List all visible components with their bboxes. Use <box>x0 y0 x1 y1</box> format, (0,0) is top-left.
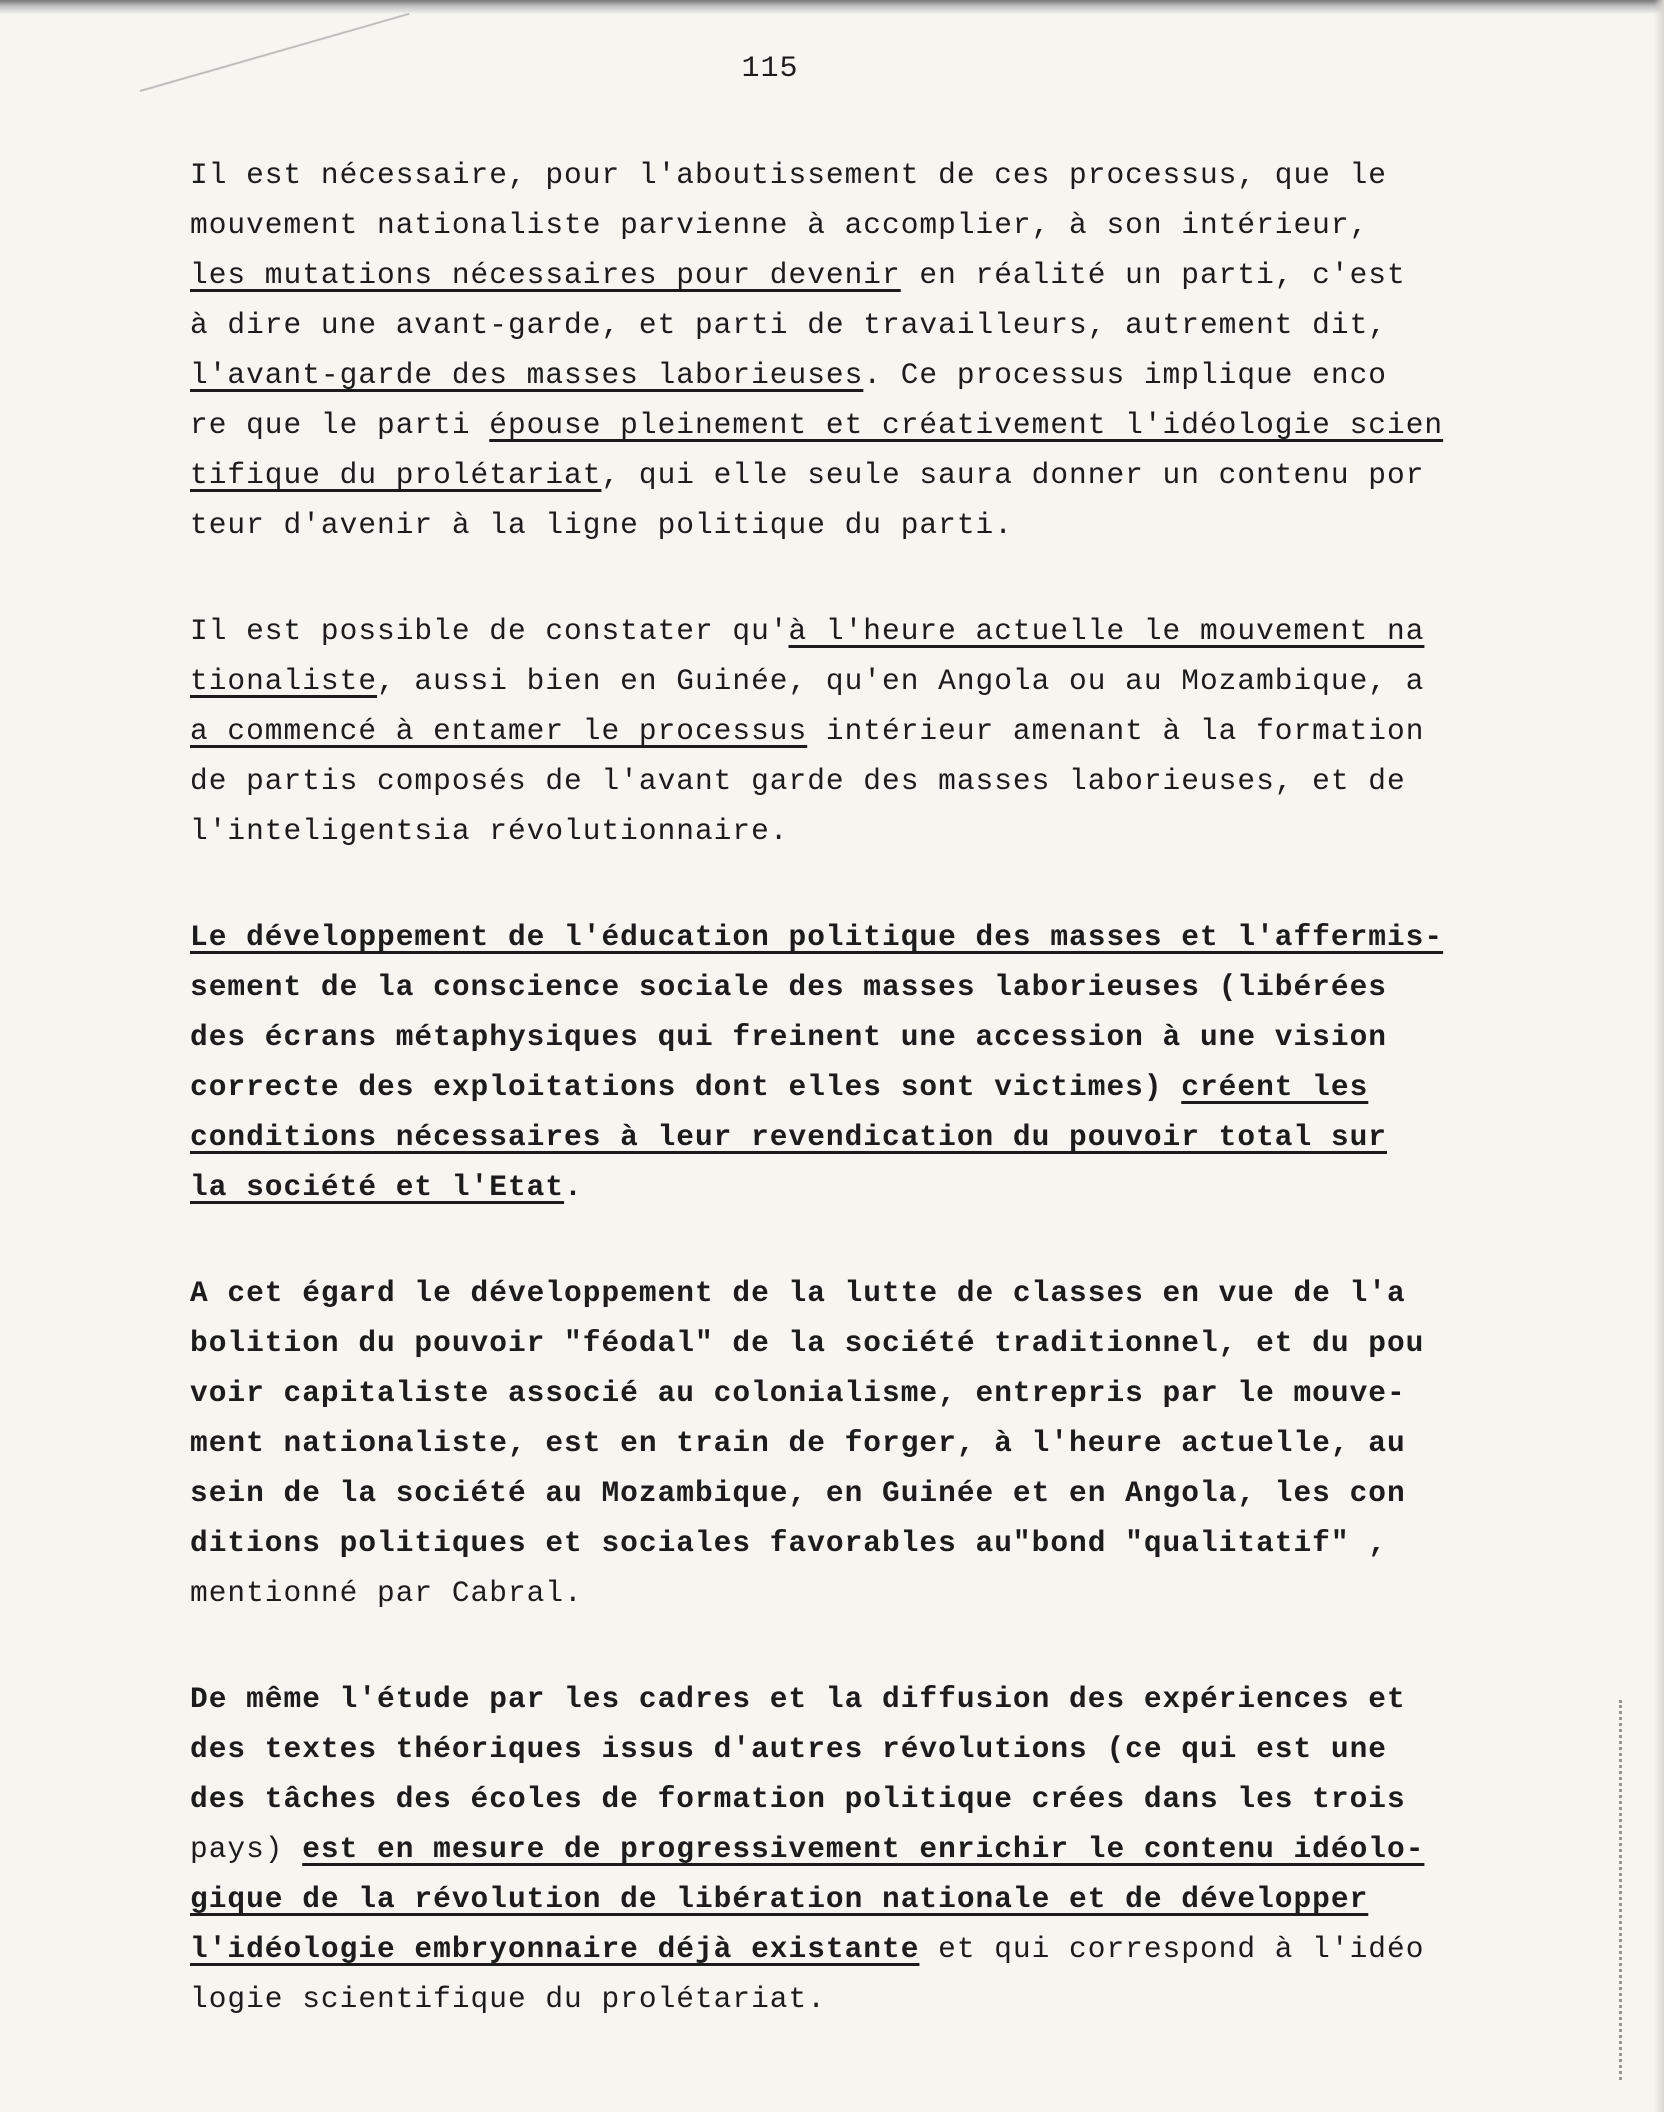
text-segment: A cet égard le développement de la lutte de classes en vue de l'a <box>190 1276 1406 1310</box>
underlined-text: est en mesure de progressivement enrichir le contenu idéolo- <box>302 1832 1425 1866</box>
text-segment: bolition du pouvoir "féodal" de la société traditionnel, et du pou <box>190 1326 1425 1360</box>
text-line <box>190 1724 1550 1774</box>
text-segment: en réalité un parti, c'est <box>900 258 1406 292</box>
text-line <box>190 1874 1550 1924</box>
text-line <box>190 806 1550 856</box>
text-line <box>190 1568 1550 1618</box>
text-line <box>190 1162 1550 1212</box>
text-segment: ditions politiques et sociales favorables au"bond "qualitatif" , <box>190 1526 1387 1560</box>
text-segment: pays) <box>190 1832 303 1866</box>
paragraph <box>190 1268 1550 1618</box>
text-segment: de partis composés de l'avant garde des masses laborieuses, et de <box>190 764 1406 798</box>
text-line <box>190 606 1550 656</box>
text-segment: à dire une avant-garde, et parti de travailleurs, autrement dit, <box>190 308 1387 342</box>
text-segment: . <box>564 1170 583 1204</box>
text-line <box>190 200 1550 250</box>
text-segment: ment nationaliste, est en train de forger, à l'heure actuelle, au <box>190 1426 1406 1460</box>
underlined-text: épouse pleinement et créativement l'idéologie scien <box>489 408 1444 442</box>
text-line <box>190 1012 1550 1062</box>
text-segment: voir capitaliste associé au colonialisme, entrepris par le mouve- <box>190 1376 1406 1410</box>
text-segment: , aussi bien en Guinée, qu'en Angola ou au Mozambique, a <box>377 664 1425 698</box>
text-segment: sement de la conscience sociale des masses laborieuses (libérées <box>190 970 1387 1004</box>
text-line <box>190 1418 1550 1468</box>
underlined-text: tionaliste <box>190 664 378 698</box>
text-segment: des tâches des écoles de formation politique crées dans les trois <box>190 1782 1406 1816</box>
text-line <box>190 1318 1550 1368</box>
text-line <box>190 1062 1550 1112</box>
text-line <box>190 1468 1550 1518</box>
text-line <box>190 250 1550 300</box>
text-segment: . Ce processus implique enco <box>863 358 1387 392</box>
text-segment: Il est possible de constater qu' <box>190 614 789 648</box>
text-segment: correcte des exploitations dont elles sont victimes) <box>190 1070 1182 1104</box>
text-segment: re que le parti <box>190 408 490 442</box>
scan-edge-right <box>1654 0 1664 2112</box>
text-segment: et qui correspond à l'idéo <box>919 1932 1425 1966</box>
paragraph <box>190 1674 1550 2024</box>
page-number: 115 <box>741 52 799 86</box>
underlined-text: à l'heure actuelle le mouvement na <box>788 614 1425 648</box>
underlined-text: la société et l'Etat <box>190 1170 565 1204</box>
text-segment: , qui elle seule saura donner un contenu por <box>601 458 1425 492</box>
text-line <box>190 150 1550 200</box>
text-line <box>190 1112 1550 1162</box>
text-line <box>190 300 1550 350</box>
text-line <box>190 1824 1550 1874</box>
text-line <box>190 912 1550 962</box>
scan-edge-top <box>0 0 1664 14</box>
text-line <box>190 1368 1550 1418</box>
text-line <box>190 1268 1550 1318</box>
underlined-text: conditions nécessaires à leur revendication du pouvoir total sur <box>190 1120 1387 1154</box>
text-segment: des écrans métaphysiques qui freinent une accession à une vision <box>190 1020 1387 1054</box>
text-line <box>190 656 1550 706</box>
underlined-text: les mutations nécessaires pour devenir <box>190 258 901 292</box>
text-segment: des textes théoriques issus d'autres révolutions (ce qui est une <box>190 1732 1387 1766</box>
text-line <box>190 1674 1550 1724</box>
text-segment: intérieur amenant à la formation <box>807 714 1425 748</box>
text-line <box>190 350 1550 400</box>
underlined-text: créent les <box>1181 1070 1369 1104</box>
underlined-text: tifique du prolétariat <box>190 458 602 492</box>
underlined-text: l'avant-garde des masses laborieuses <box>190 358 864 392</box>
underlined-text: l'idéologie embryonnaire déjà existante <box>190 1932 920 1966</box>
text-segment: sein de la société au Mozambique, en Guinée et en Angola, les con <box>190 1476 1406 1510</box>
text-line <box>190 450 1550 500</box>
text-segment: l'inteligentsia révolutionnaire. <box>190 814 789 848</box>
text-line <box>190 962 1550 1012</box>
underlined-text: Le développement de l'éducation politique des masses et l'affermis- <box>190 920 1444 954</box>
text-segment: logie scientifique du prolétariat. <box>190 1982 826 2016</box>
text-line <box>190 1518 1550 1568</box>
text-line <box>190 1924 1550 1974</box>
paragraph <box>190 150 1550 550</box>
text-line <box>190 400 1550 450</box>
text-segment: De même l'étude par les cadres et la diffusion des expériences et <box>190 1682 1406 1716</box>
underlined-text: a commencé à entamer le processus <box>190 714 808 748</box>
text-line <box>190 1974 1550 2024</box>
text-line <box>190 500 1550 550</box>
text-segment: teur d'avenir à la ligne politique du parti. <box>190 508 1013 542</box>
margin-dots <box>1616 1700 1622 2080</box>
text-segment: mentionné par Cabral. <box>190 1576 583 1610</box>
paragraph <box>190 912 1550 1212</box>
text-line <box>190 756 1550 806</box>
text-line <box>190 706 1550 756</box>
underlined-text: gique de la révolution de libération nationale et de développer <box>190 1882 1369 1916</box>
typed-text-body <box>190 150 1550 2080</box>
text-line <box>190 1774 1550 1824</box>
text-segment: mouvement nationaliste parvienne à accomplier, à son intérieur, <box>190 208 1369 242</box>
text-segment: Il est nécessaire, pour l'aboutissement de ces processus, que le <box>190 158 1387 192</box>
paragraph <box>190 606 1550 856</box>
